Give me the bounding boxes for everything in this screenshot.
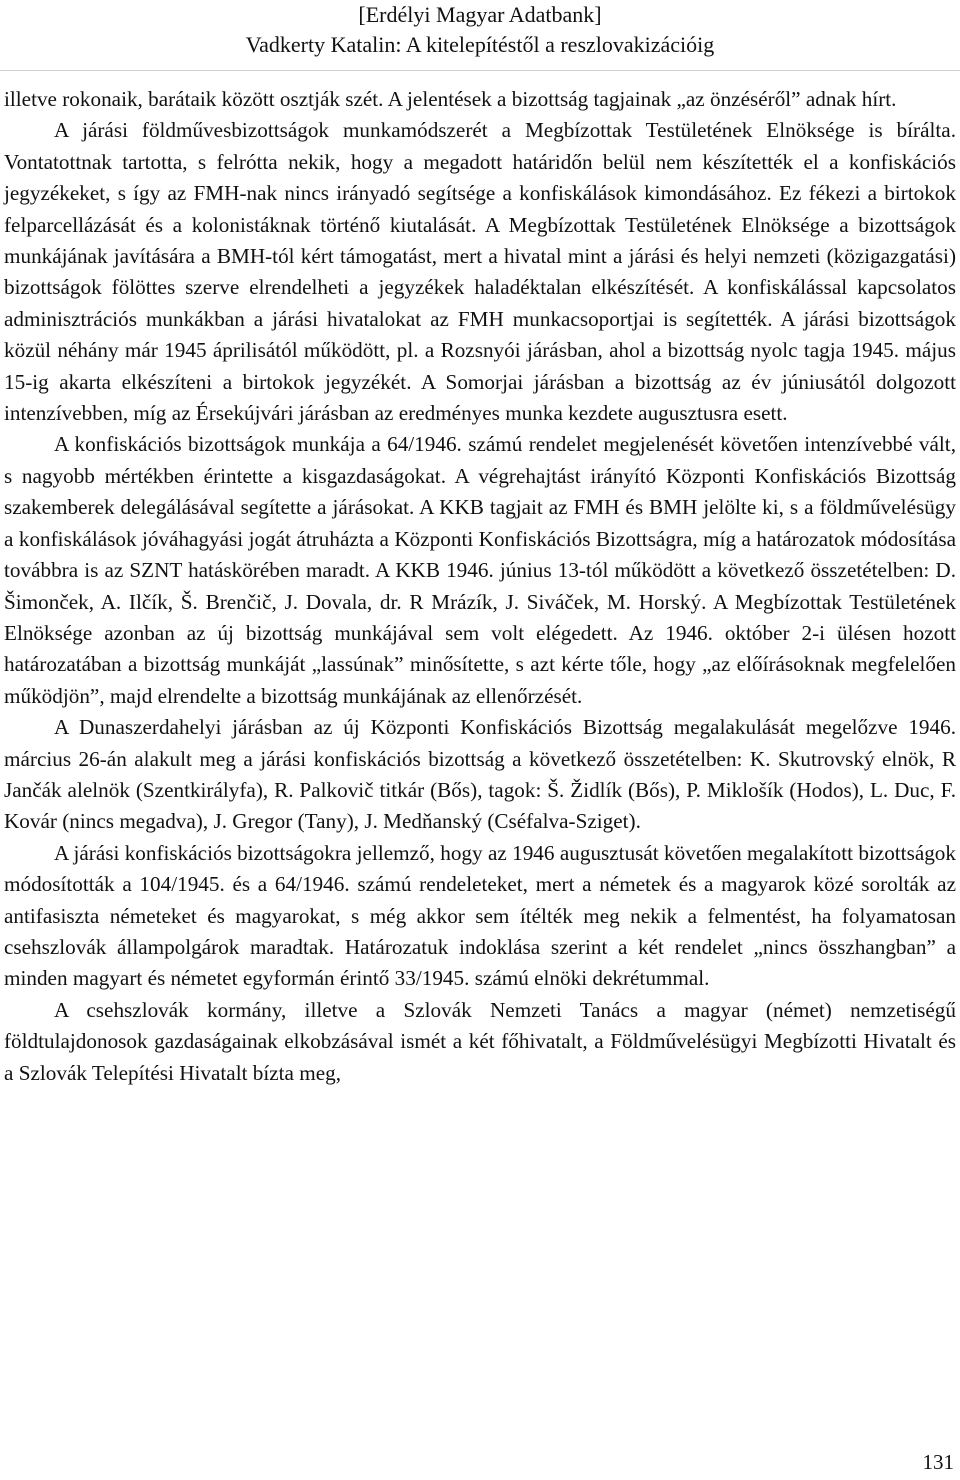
paragraph: illetve rokonaik, barátaik között osztják szét. A jelentések a bizottság tagjainak „az önzéséről” adnak hírt.	[4, 87, 897, 111]
paragraph: A járási konfiskációs bizottságokra jellemző, hogy az 1946 augusztusát követően megalakított bizottságok módosították a 104/1945. és a 64/1946. számú rendeleteket, mert a németek és a magyarok közé sorolták az antifasiszta németeket és magyarokat, s még akkor sem ítélték meg nekik a felmentést, ha folyamatosan csehszlovák állampolgárok maradtak. Határozatuk indoklása szerint a két rendelet „nincs összhangban” a minden magyart és németet egyformán érintő 33/1945. számú elnöki dekrétummal.	[4, 840, 956, 991]
header-divider	[0, 70, 960, 71]
header-source: [Erdélyi Magyar Adatbank]	[358, 2, 602, 27]
paragraph: A csehszlovák kormány, illetve a Szlovák Nemzeti Tanács a magyar (német) nemzetiségű földtulajdonosok gazdaságainak elkobzásával ismét a két főhivatalt, a Földművelésügyi Megbízotti Hivatalt és a Szlovák Telepítési Hivatalt bízta meg,	[4, 997, 956, 1085]
page-number: 131	[922, 1450, 954, 1474]
paragraph: A Dunaszerdahelyi járásban az új Központi Konfiskációs Bizottság megalakulását megelőzve 1946. március 26-án alakult meg a járási konfiskációs bizottság a következő összetételben: K. Skutrovský elnök, R Jančák alelnök (Szentkirályfa), R. Palkovič titkár (Bős), tagok: Š. Židlík (Bős), P. Miklošík (Hodos), L. Duc, F. Kovár (nincs megadva), J. Gregor (Tany), J. Medňanský (Cséfalva-Sziget).	[4, 715, 956, 834]
header-title: Vadkerty Katalin: A kitelepítéstől a reszlovakizációig	[245, 32, 715, 57]
paragraph: A konfiskációs bizottságok munkája a 64/1946. számú rendelet megjelenését követően intenzívebbé vált, s nagyobb mértékben érintette a kisgazdaságokat. A végrehajtást irányító Központi Konfiskációs Bizottság szakemberek delegálásával segítette a járásokat. A KKB tagjait az FMH és BMH jelölte ki, s a földművelésügy a konfiskálások jóváhagyási jogát átruházta a Központi Konfiskációs Bizottságra, míg a határozatok módosítása továbbra is az SZNT hatáskörében maradt. A KKB 1946. június 13-tól működött a következő összetételben: D. Šimonček, A. Ilčík, Š. Brenčič, J. Dovala, dr. R Mrázík, J. Siváček, M. Horský. A Megbízottak Testületének Elnöksége azonban az új bizottság munkájával sem volt elégedett. Az 1946. október 2-i ülésen hozott határozatában a bizottság munkáját „lassúnak” minősítette, s azt kérte tőle, hogy „az előírásoknak megfelelően működjön”, majd elrendelte a bizottság munkájának az ellenőrzését.	[4, 432, 956, 708]
paragraph: A járási földművesbizottságok munkamódszerét a Megbízottak Testületének Elnöksége is bírálta. Vontatottnak tartotta, s felrótta nekik, hogy a megadott határidőn belül nem készítették el a konfiskációs jegyzékeket, s így az FMH-nak nincs irányadó segítsége a konfiskálások kimondásához. Ez fékezi a birtokok felparcellázását és a kolonistáknak történő kiutalását. A Megbízottak Testületének Elnöksége a bizottságok munkájának javítására a BMH-tól kért támogatást, mert a hivatal mint a járási és helyi nemzeti (közigazgatási) bizottságok fölöttes szerve elrendelheti a jegyzékek haladéktalan elkészítését. A konfiskálással kapcsolatos adminisztrációs munkákban a járási hivatalokat az FMH munkacsoportjai is segítették. A járási bizottságok közül néhány már 1945 áprilisától működött, pl. a Rozsnyói járásban, ahol a bizottság nyolc tagja 1945. május 15-ig akarta elkészíteni a birtokok jegyzékét. A Somorjai járásban a bizottság az év júniusától dolgozott intenzívebben, míg az Érsekújvári járásban az eredményes munka kezdete augusztusra esett.	[4, 118, 956, 426]
body-text	[4, 84, 956, 1089]
page-header	[0, 0, 960, 60]
